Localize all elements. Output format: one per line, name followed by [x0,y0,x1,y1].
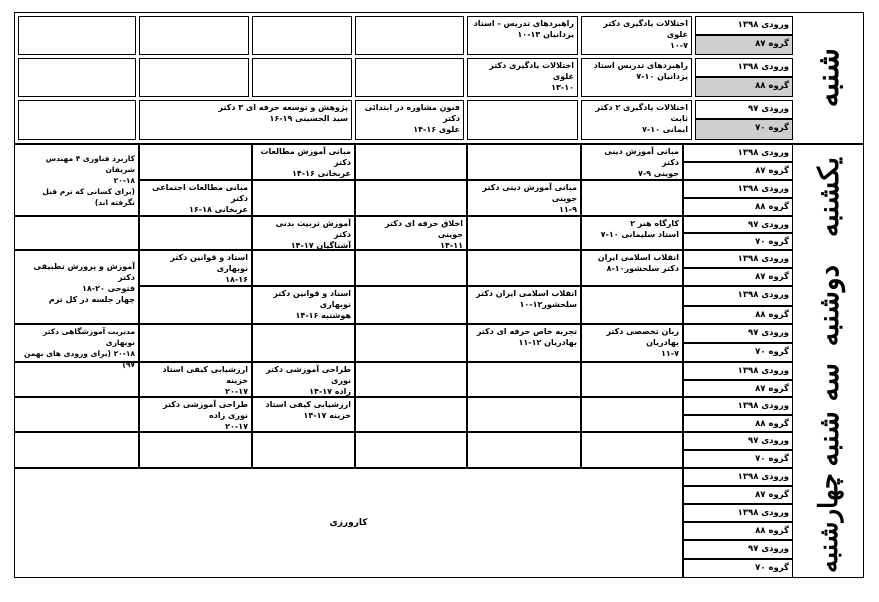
class-cell [139,286,252,324]
class-cell [467,144,581,180]
class-cell [355,250,467,286]
group-label: ورودی ۱۳۹۸ [683,362,793,380]
class-cell [355,58,464,97]
class-cell: مبانی آموزش دینی دکتر جوینی ۱۱-۹ [467,180,581,216]
class-cell [467,362,581,397]
class-cell: اخلاق حرفه ای دکتر جوینی ۱۴-۱۱ [355,216,467,250]
class-cell [252,58,352,97]
class-cell [14,432,139,468]
group-label: ورودی ۱۳۹۸ [695,58,793,77]
class-cell [139,432,252,468]
group-label: ورودی ۹۷ [683,216,793,233]
class-cell [355,432,467,468]
group-label: گروه ۸۷ [683,162,793,180]
class-cell: انقلاب اسلامی ایران دکتر سلحشور۱۲-۱۰ [467,286,581,324]
class-cell [14,362,139,397]
class-cell [252,180,355,216]
group-label: ورودی ۹۷ [683,432,793,450]
class-cell [139,16,249,55]
class-cell: پژوهش و توسعه حرفه ای ۳ دکتر سید الحسینی ۱۹-۱۶ [139,100,352,140]
class-cell [355,180,467,216]
class-cell [252,16,352,55]
class-cell: طراحی آموزشی دکتر نوری زاده ۱۷-۱۴ [252,362,355,397]
class-cell: کارگاه هنر ۲ استاد سلیمانی ۱۰-۷ [581,216,683,250]
internship-label: کارورزی [329,517,368,528]
class-cell [355,324,467,362]
day-label-wednesday: چهارشنبه [813,473,844,573]
class-cell [467,250,581,286]
class-cell: طراحی آموزشی دکتر نوری زاده ۲۰-۱۷ [139,397,252,432]
class-cell [467,216,581,250]
class-cell: راهبردهای تدریس استاد یزدانیان ۱۰-۷ [581,58,692,97]
group-label: گروه ۷۰ [695,119,793,140]
class-cell: مبانی آموزش دینی دکتر جوینی ۹-۷ [581,144,683,180]
class-cell: مبانی مطالعات اجتماعی دکتر عربخانی ۱۸-۱۶ [139,180,252,216]
group-label: ورودی ۹۷ [695,100,793,119]
day-label-monday: دوشنبه [812,265,845,347]
class-cell [14,397,139,432]
class-cell [355,16,464,55]
class-cell [139,216,252,250]
class-cell: اختلالات یادگیری دکتر علوی ۱۰-۷ [581,16,692,55]
group-label: گروه ۸۷ [683,380,793,397]
class-cell [581,286,683,324]
group-label: ورودی ۱۳۹۸ [683,286,793,306]
class-cell [139,58,249,97]
group-label: ورودی ۱۳۹۸ [683,397,793,415]
class-cell [14,216,139,250]
class-cell: اسناد و قوانین دکتر نوبهاری هوشنبه ۱۶-۱۴ [252,286,355,324]
class-cell: آموزش تربیت بدنی دکتر آشناگیان ۱۷-۱۴ [252,216,355,250]
group-label: ورودی ۹۷ [683,324,793,343]
class-cell [581,432,683,468]
group-label: گروه ۸۷ [695,35,793,55]
class-cell [581,397,683,432]
day-label-tuesday: سه شنبه [812,363,845,467]
class-cell: ارزشیابی کیفی استاد خزینه ۲۰-۱۷ [139,362,252,397]
class-cell [252,250,355,286]
class-cell [252,432,355,468]
group-label: گروه ۸۸ [683,415,793,432]
class-cell [581,180,683,216]
class-cell [139,324,252,362]
class-cell [467,397,581,432]
class-cell: آموزش و پرورش تطبیقی دکتر فتوحی ۲۰-۱۸ چهار جلسه در کل ترم [14,250,139,324]
class-cell [467,432,581,468]
group-label: گروه ۸۸ [683,522,793,540]
group-label: ورودی ۱۳۹۸ [683,144,793,162]
class-cell: اختلالات یادگیری ۲ دکتر ثابت ایمانی ۱۰-۷ [581,100,692,140]
class-cell [355,144,467,180]
class-cell [139,144,252,180]
group-label: ورودی ۹۷ [683,540,793,559]
class-cell: کاربرد فناوری ۴ مهندس شریفان ۲۰-۱۸ (برای کسانی که ترم قبل نگرفته اند) [14,144,139,216]
class-cell [355,362,467,397]
group-label: گروه ۸۷ [683,268,793,286]
class-cell [581,362,683,397]
class-cell [18,58,136,97]
class-cell: استاد و قوانین دکتر نوبهاری ۱۸-۱۶ [139,250,252,286]
group-label: گروه ۸۸ [683,198,793,216]
group-label: گروه ۸۸ [695,77,793,97]
class-cell: مدیریت آموزشگاهی دکتر نوبهاری ۲۰-۱۸ (برای ورودی های بهمن ۹۷) [14,324,139,362]
group-label: گروه ۷۰ [683,233,793,250]
group-label: ورودی ۱۳۹۸ [683,468,793,486]
class-cell [355,397,467,432]
group-label: گروه ۷۰ [683,559,793,578]
class-cell [467,100,578,140]
group-label: گروه ۸۸ [683,306,793,324]
class-cell: ارزشیابی کیفی استاد خزینه ۱۷-۱۴ [252,397,355,432]
day-label-saturday: شنبه [811,48,846,108]
group-label: ورودی ۱۳۹۸ [683,180,793,198]
class-cell: زبان تخصصی دکتر بهادریان ۱۱-۷ [581,324,683,362]
class-cell: مبانی آموزش مطالعات دکتر عربخانی ۱۶-۱۴ [252,144,355,180]
class-cell [18,16,136,55]
internship-cell [14,468,683,578]
class-cell: انقلاب اسلامی ایران دکتر سلحشور۱۰-۸ [581,250,683,286]
class-cell: فنون مشاوره در ابتدائی دکتر علوی ۱۶-۱۴ [355,100,464,140]
class-cell: تجربه خاص حرفه ای دکتر بهادریان ۱۲-۱۱ [467,324,581,362]
class-cell [18,100,136,140]
day-label-sunday: یکشنبه [812,156,845,238]
group-label: ورودی ۱۳۹۸ [683,250,793,268]
class-cell [355,286,467,324]
group-label: ورودی ۱۳۹۸ [695,16,793,35]
class-cell [252,324,355,362]
group-label: گروه ۷۰ [683,343,793,362]
group-label: گروه ۸۷ [683,486,793,504]
class-cell: راهبردهای تدریس - استاد یزدانیان ۱۳-۱۰ [467,16,578,55]
class-cell: اختلالات یادگیری دکتر علوی ۱۳-۱۰ [467,58,578,97]
group-label: ورودی ۱۳۹۸ [683,504,793,522]
group-label: گروه ۷۰ [683,450,793,468]
